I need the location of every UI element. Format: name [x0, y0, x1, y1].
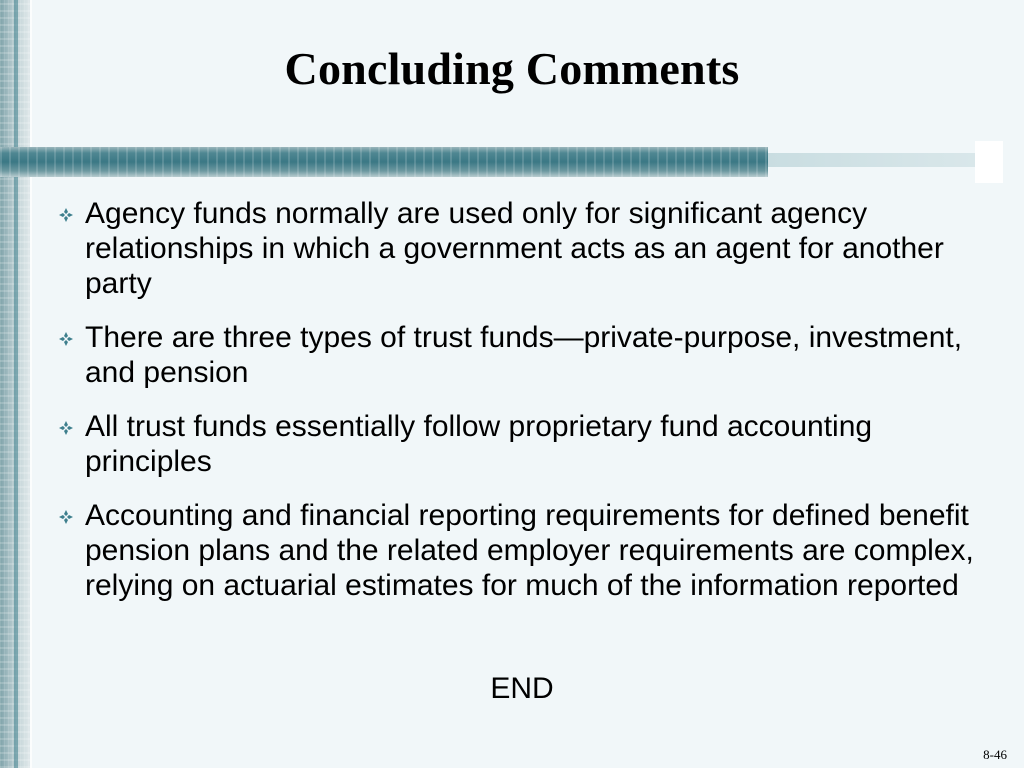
diamond-bullet-icon: [58, 331, 74, 347]
bullet-item: [54, 498, 994, 603]
slide-title: Concluding Comments: [284, 43, 740, 94]
bullet-item: [54, 409, 994, 479]
page-number: 8-46: [983, 747, 1007, 762]
bullet-item: [54, 196, 994, 301]
diamond-bullet-icon: [58, 207, 74, 223]
bullet-text: All trust funds essentially follow proprietary fund accounting principles: [85, 410, 873, 478]
bullet-text: Accounting and financial reporting requirements for defined benefit pension plans and the related employer requirements are complex, relying on actuarial estimates for much of the information reported: [85, 499, 974, 602]
bullet-item: [54, 320, 994, 390]
bullet-list: [54, 196, 994, 622]
title-underline-bar: [0, 147, 768, 177]
title-underline-bar-light: [768, 153, 975, 167]
diamond-bullet-icon: [58, 420, 74, 436]
left-teal-line: [14, 0, 18, 768]
title-underline-bar-end: [975, 141, 1003, 183]
diamond-bullet-icon: [58, 509, 74, 525]
bullet-text: There are three types of trust funds—private-purpose, investment, and pension: [85, 321, 963, 389]
left-edge-highlight: [30, 0, 32, 768]
end-label: END: [490, 672, 554, 705]
bullet-text: Agency funds normally are used only for significant agency relationships in which a government acts as an agent for another party: [85, 197, 944, 300]
